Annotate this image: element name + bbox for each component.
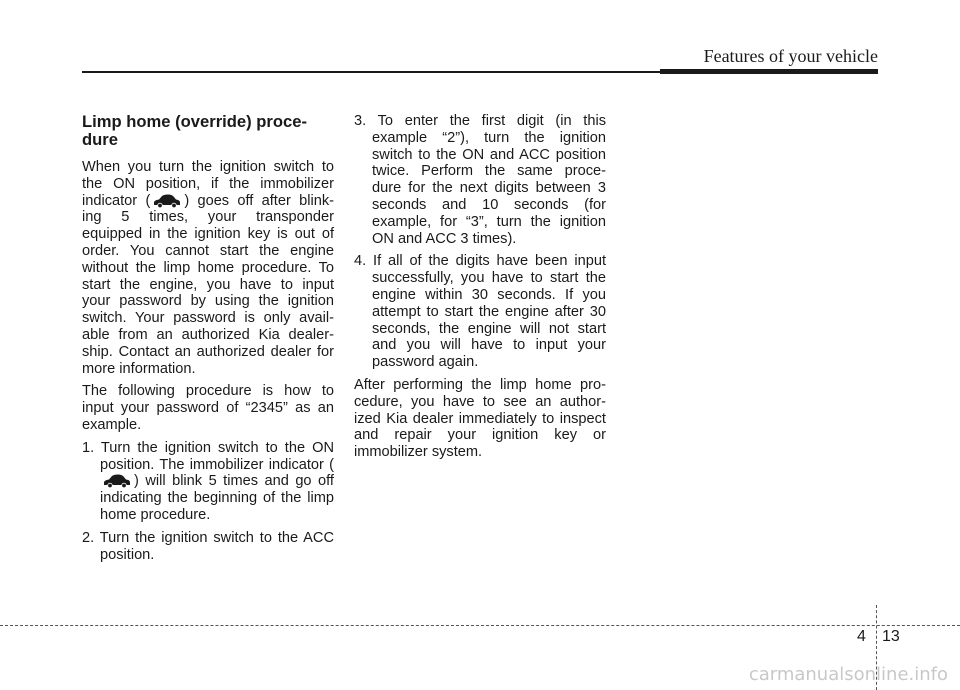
example-paragraph: The following procedure is how to input your password of “2345” as an example. <box>82 383 334 433</box>
closing-paragraph: After performing the limp home pro- cedure, you have to see an author- ized Kia dealer immediately to inspect and repair your ignition key or immobilizer system. <box>354 376 606 461</box>
section-heading: Limp home (override) proce- dure <box>82 112 307 149</box>
step-1-text-end: ) will blink 5 times and go off indicating the beginning of the limp home procedure. <box>100 473 334 523</box>
intro-text-start: When you turn the ignition switch to the ON position, if the immobilizer indicator ( <box>82 159 334 209</box>
car-immobilizer-icon <box>152 193 182 208</box>
footer-rule <box>0 625 960 626</box>
step-1-text-start: 1. Turn the ignition switch to the ON position. The immobilizer indicator ( <box>82 439 334 473</box>
car-immobilizer-icon <box>102 473 132 488</box>
left-column <box>82 113 334 569</box>
right-column <box>354 113 606 467</box>
step-2: 2. Turn the ignition switch to the ACC position. <box>82 529 334 563</box>
watermark: carmanualsonline.info <box>748 664 948 685</box>
header-rule-accent <box>660 69 878 74</box>
page-number: 13 <box>882 628 900 645</box>
chapter-number: 4 <box>857 628 866 645</box>
step-4: 4. If all of the digits have been input successfully, you have to start the engine within 30 seconds. If you attempt to start the engine after 30 seconds, the engine will not start and you will have to input your password again. <box>354 253 606 371</box>
intro-paragraph <box>82 159 334 377</box>
step-3: 3. To enter the first digit (in this example “2”), turn the ignition switch to the ON and ACC position twice. Perform the same proce- dure for the next digits between 3 seconds and 10 seconds (for example, for “3”, turn the ignition ON and ACC 3 times). <box>354 113 606 247</box>
intro-text-end: ) goes off after blink- ing 5 times, your transponder equipped in the ignition key is out of order. You cannot start the engine without the limp home procedure. To start the engine, you have to input your password by using the ignition switch. Your password is only avail- able from an authorized Kia dealer- ship. Contact an authorized dealer for more information. <box>82 192 334 377</box>
step-1 <box>82 440 334 524</box>
header-title: Features of your vehicle <box>703 46 878 66</box>
